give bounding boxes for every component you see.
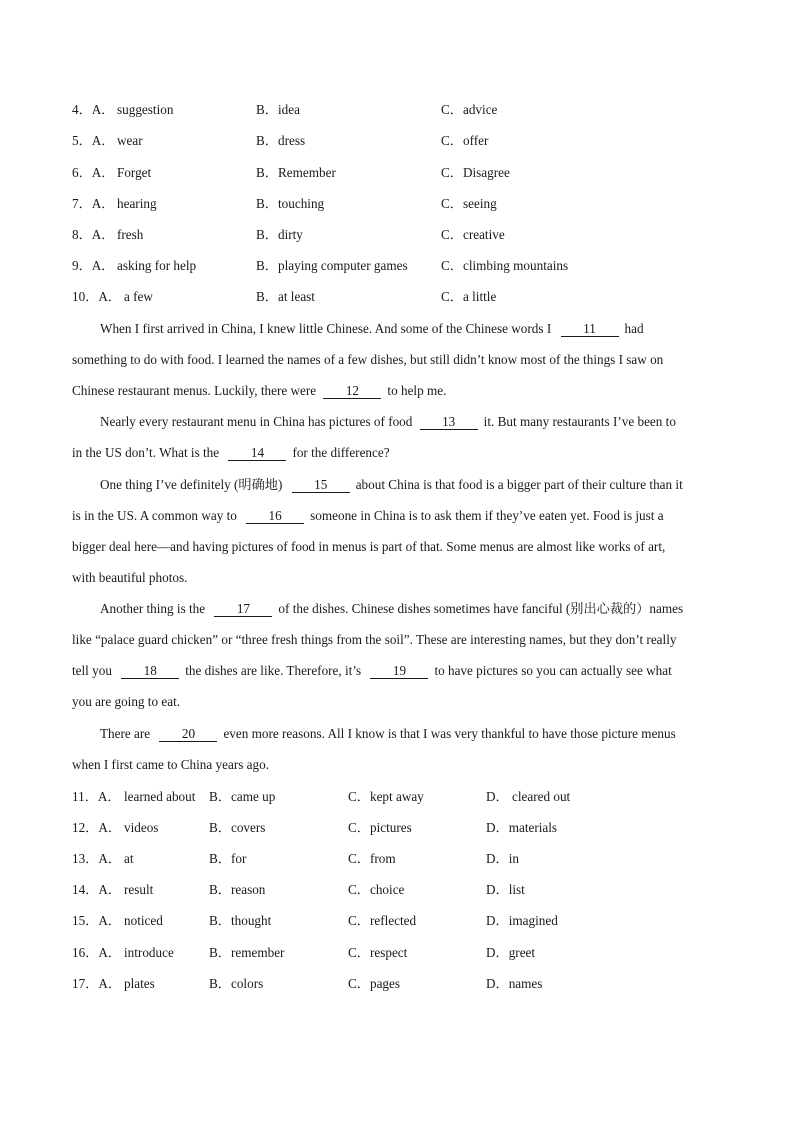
option-c: C．from bbox=[348, 851, 396, 866]
option-b: B．remember bbox=[209, 945, 285, 960]
passage-line: with beautiful photos. bbox=[72, 570, 188, 585]
question-number: 5．A． bbox=[72, 133, 115, 148]
option-c: C．climbing mountains bbox=[441, 258, 569, 273]
option-a: asking for help bbox=[117, 258, 197, 273]
option-a: a few bbox=[124, 289, 153, 304]
option-b: B．reason bbox=[209, 882, 266, 897]
option-a: at bbox=[124, 851, 134, 866]
passage-line: bigger deal here—and having pictures of food in menus is part of that. Some menus are almost like works of art, bbox=[72, 539, 666, 554]
blank-19: 19 bbox=[370, 663, 428, 679]
blank-15: 15 bbox=[292, 477, 350, 493]
option-b: B．came up bbox=[209, 789, 276, 804]
passage-line: is in the US. A common way to 16 someone in China is to ask them if they’ve eaten yet. Food is just a bbox=[72, 508, 664, 523]
option-c: C．pictures bbox=[348, 820, 412, 835]
option-a: wear bbox=[117, 133, 143, 148]
option-b: B．dress bbox=[256, 133, 306, 148]
passage-line: When I first arrived in China, I knew little Chinese. And some of the Chinese words I 11 had bbox=[100, 321, 644, 336]
option-d: D．imagined bbox=[486, 913, 558, 928]
option-b: B．touching bbox=[256, 196, 325, 211]
option-a: videos bbox=[124, 820, 159, 835]
passage-line: in the US don’t. What is the 14 for the difference? bbox=[72, 445, 390, 460]
option-c: C．Disagree bbox=[441, 165, 510, 180]
passage-line: Nearly every restaurant menu in China has pictures of food 13 it. But many restaurants I’ve been to bbox=[100, 414, 676, 429]
passage-line: Another thing is the 17 of the dishes. Chinese dishes sometimes have fanciful (别出心裁的）names bbox=[100, 601, 684, 616]
option-b: B．playing computer games bbox=[256, 258, 408, 273]
passage-line: you are going to eat. bbox=[72, 694, 181, 709]
option-d: D．list bbox=[486, 882, 525, 897]
option-c: C．respect bbox=[348, 945, 408, 960]
option-b: B．Remember bbox=[256, 165, 336, 180]
option-a: noticed bbox=[124, 913, 163, 928]
passage-line: like “palace guard chicken” or “three fresh things from the soil”. These are interesting names, but they don’t really bbox=[72, 632, 677, 647]
question-number: 7．A． bbox=[72, 196, 115, 211]
option-b: B．colors bbox=[209, 976, 264, 991]
blank-11: 11 bbox=[561, 321, 619, 337]
blank-13: 13 bbox=[420, 414, 478, 430]
option-b: B．idea bbox=[256, 102, 300, 117]
option-c: C．seeing bbox=[441, 196, 497, 211]
option-c: C．a little bbox=[441, 289, 497, 304]
option-a: result bbox=[124, 882, 154, 897]
option-b: B．thought bbox=[209, 913, 272, 928]
question-number: 15．A． bbox=[72, 913, 122, 928]
option-a: suggestion bbox=[117, 102, 174, 117]
question-number: 9．A． bbox=[72, 258, 115, 273]
question-number: 8．A． bbox=[72, 227, 115, 242]
question-number: 17．A． bbox=[72, 976, 122, 991]
option-b: B．dirty bbox=[256, 227, 303, 242]
option-a: learned about bbox=[124, 789, 196, 804]
question-number: 12．A． bbox=[72, 820, 122, 835]
blank-12: 12 bbox=[323, 383, 381, 399]
option-c: C．kept away bbox=[348, 789, 424, 804]
passage-line: tell you 18 the dishes are like. Therefore, it’s 19 to have pictures so you can actually see what bbox=[72, 663, 672, 678]
passage-line: One thing I’ve definitely (明确地) 15 about China is that food is a bigger part of their culture than it bbox=[100, 477, 683, 492]
option-c: C．pages bbox=[348, 976, 401, 991]
blank-14: 14 bbox=[228, 445, 286, 461]
question-number: 11．A． bbox=[72, 789, 121, 804]
blank-16: 16 bbox=[246, 508, 304, 524]
option-c: C．offer bbox=[441, 133, 489, 148]
question-number: 16．A． bbox=[72, 945, 122, 960]
passage-line: Chinese restaurant menus. Luckily, there were 12 to help me. bbox=[72, 383, 447, 398]
question-number: 13．A． bbox=[72, 851, 122, 866]
option-d: D．greet bbox=[486, 945, 536, 960]
option-a: hearing bbox=[117, 196, 157, 211]
passage-line: There are 20 even more reasons. All I know is that I was very thankful to have those picture menus bbox=[100, 726, 676, 741]
option-b: B．at least bbox=[256, 289, 315, 304]
option-d: D． cleared out bbox=[486, 789, 571, 804]
option-c: C．choice bbox=[348, 882, 405, 897]
option-d: D．names bbox=[486, 976, 543, 991]
option-a: fresh bbox=[117, 227, 144, 242]
question-number: 4．A． bbox=[72, 102, 115, 117]
passage-line: something to do with food. I learned the names of a few dishes, but still didn’t know most of the things I saw on bbox=[72, 352, 664, 367]
option-a: Forget bbox=[117, 165, 152, 180]
option-b: B．covers bbox=[209, 820, 266, 835]
question-number: 6．A． bbox=[72, 165, 115, 180]
question-number: 10．A． bbox=[72, 289, 122, 304]
option-b: B．for bbox=[209, 851, 247, 866]
option-c: C．advice bbox=[441, 102, 498, 117]
option-a: introduce bbox=[124, 945, 174, 960]
blank-20: 20 bbox=[159, 726, 217, 742]
option-d: D．materials bbox=[486, 820, 558, 835]
question-number: 14．A． bbox=[72, 882, 122, 897]
option-d: D．in bbox=[486, 851, 519, 866]
option-c: C．reflected bbox=[348, 913, 417, 928]
blank-17: 17 bbox=[214, 601, 272, 617]
option-a: plates bbox=[124, 976, 155, 991]
passage-line: when I first came to China years ago. bbox=[72, 757, 270, 772]
blank-18: 18 bbox=[121, 663, 179, 679]
option-c: C．creative bbox=[441, 227, 505, 242]
